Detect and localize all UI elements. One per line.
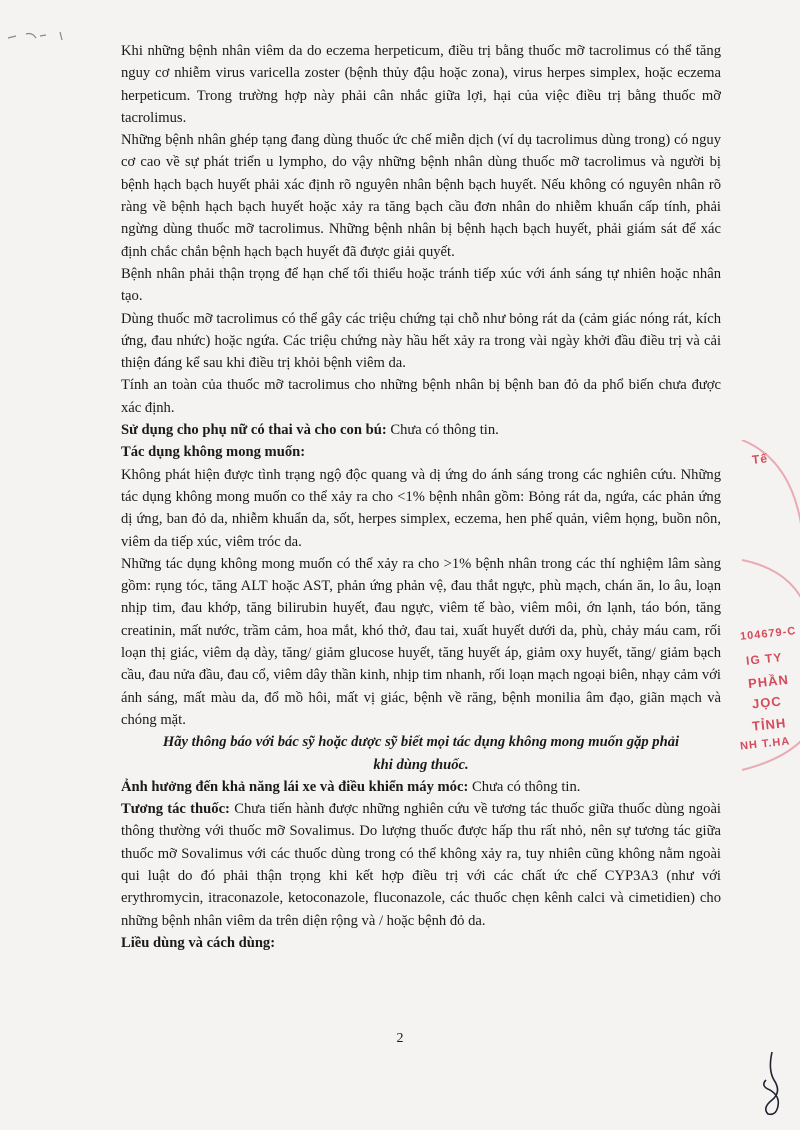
stamp-text-3: IG TY [745, 650, 783, 668]
stamp-text-4: PHẦN [747, 671, 790, 692]
stamp-arc-icon [712, 440, 800, 780]
paragraph-3: Bệnh nhân phải thận trọng để hạn chế tối thiểu hoặc tránh tiếp xúc với ánh sáng tự nhiên hoặc nhân tạo. [121, 265, 721, 305]
stamp-text-5: JỌC [751, 693, 783, 712]
paragraph-side-effects-common: Những tác dụng không mong muốn có thể xảy ra cho >1% bệnh nhân trong các thí nghiệm lâm sàng gồm: rụng tóc, tăng ALT hoặc AST, phản ứng phản vệ, đau thắt ngực, phù mạch, chán ăn, lo âu, loạn nhịp tim, đau khớp, tăng bilirubin huyết, đau ngực, viêm tế bào, viêm môi, ớn lạnh, táo bón, tăng creatinin, mất nước, trầm cảm, hoa mắt, khó thở, đau tai, xuất huyết dưới da, phù, chảy máu cam, rối loạn thị giác, viêm dạ dày, tăng/ giảm glucose huyết, tăng huyết áp, giảm oxy huyết, tăng/ giảm bạch cầu, đau nửa đầu, đau cổ, viêm dây thần kinh, nhịp tim nhanh, rối loạn mạch ngoại biên, nhạy cảm với ánh sáng, mất màu da, đổ mồ hôi, mất vị giác, bệnh về răng, bệnh monilia âm đạo, giãn mạch và chóng mặt. [121, 555, 721, 728]
section-heading-dosage: Liều dùng và cách dùng: [121, 934, 276, 951]
signature-mark [752, 1050, 792, 1120]
paragraph-side-effects-rare: Không phát hiện được tình trạng ngộ độc quang và dị ứng do ánh sáng trong các nghiên cứu. Những tác dụng không mong muốn co thể xảy ra cho <1% bệnh nhân gồm: Bỏng rát da, ngứa, các phản ứng dị ứng, ban đỏ da, nhiễm khuẩn da, sốt, herpes simplex, eczema, hen phế quản, viêm họng, buồn nôn, viêm da tiếp xúc, viêm tróc da. [121, 466, 721, 550]
section-drug-interactions: Tương tác thuốc: Chưa tiến hành được những nghiên cứu về tương tác thuốc giữa thuốc dùng ngoài thông thường với thuốc mỡ Sovalimus. Do lượng thuốc được hấp thu rất nhỏ, nên sự tương tác giữa thuốc mỡ Sovalimus với các thuốc dùng trong có thể không xảy ra, tuy nhiên cũng không nằm ngoài qui luật do đó phải thận trọng khi kết hợp điều trị với các chất ức chế CYP3A3 (như với erythromycin, itraconazole, ketoconazole, fluconazole, các thuốc chẹn kênh calci và cimetidien) cho những bệnh nhân viêm da trên diện rộng và / hoặc bệnh đỏ da. [121, 801, 721, 929]
document-body [121, 40, 721, 954]
stamp-text-2: 104679-C [739, 625, 797, 643]
company-stamp [712, 440, 800, 780]
paragraph-5: Tính an toàn của thuốc mỡ tacrolimus cho những bệnh nhân bị bệnh ban đỏ da phổ biến chưa được xác định. [121, 377, 721, 416]
section-heading-side-effects: Tác dụng không mong muốn: [121, 444, 306, 461]
paragraph-4: Dùng thuốc mỡ tacrolimus có thể gây các triệu chứng tại chỗ như bỏng rát da (cảm giác nóng rát, kích ứng, đau nhức) hoặc ngứa. Các triệu chứng này hầu hết xảy ra trong vài ngày khởi đầu điều trị và cải thiện đáng kể sau khi điều trị khỏi bệnh viêm da. [121, 310, 721, 372]
side-effects-notice: Hãy thông báo với bác sỹ hoặc dược sỹ biết mọi tác dụng không mong muốn gặp phải khi dùng thuốc. [162, 734, 680, 773]
stamp-text-1: Tế [751, 451, 769, 467]
paragraph-2: Những bệnh nhân ghép tạng đang dùng thuốc ức chế miễn dịch (ví dụ tacrolimus dùng trong) có nguy cơ cao về sự phát triển u lympho, do vậy những bệnh nhân dùng thuốc mỡ tacrolimus và người bị bệnh hạch bạch huyết phải xác định rõ nguyên nhân bệnh bạch huyết. Nếu không có nguyên nhân rõ ràng về bệnh hạch bạch huyết hoặc xảy ra tăng bạch cầu đơn nhân do nhiễm khuẩn cấp tính, phải ngừng dùng thuốc mỡ tacrolimus. Những bệnh nhân bị bệnh hạch bạch huyết, phải giám sát để xác định chắc chắn bệnh hạch bạch huyết đã được giải quyết. [121, 132, 721, 260]
section-driving: Ảnh hưởng đến khả năng lái xe và điều khiển máy móc: Chưa có thông tin. [121, 778, 581, 795]
stamp-text-7: NH T.HA [739, 735, 791, 753]
page-number: 2 [396, 1031, 404, 1046]
stamp-text-6: TỈNH [751, 715, 788, 734]
scan-artifact-mark [6, 30, 66, 44]
section-pregnancy: Sử dụng cho phụ nữ có thai và cho con bú: Chưa có thông tin. [121, 422, 499, 439]
paragraph-1: Khi những bệnh nhân viêm da do eczema herpeticum, điều trị bằng thuốc mỡ tacrolimus có thể tăng nguy cơ nhiễm virus varicella zoster (bệnh thủy đậu hoặc zona), virus herpes simplex, hoặc eczema herpeticum. Trong trường hợp này phải cân nhắc giữa lợi, hại của việc điều trị bằng thuốc mỡ tacrolimus. [121, 43, 721, 126]
